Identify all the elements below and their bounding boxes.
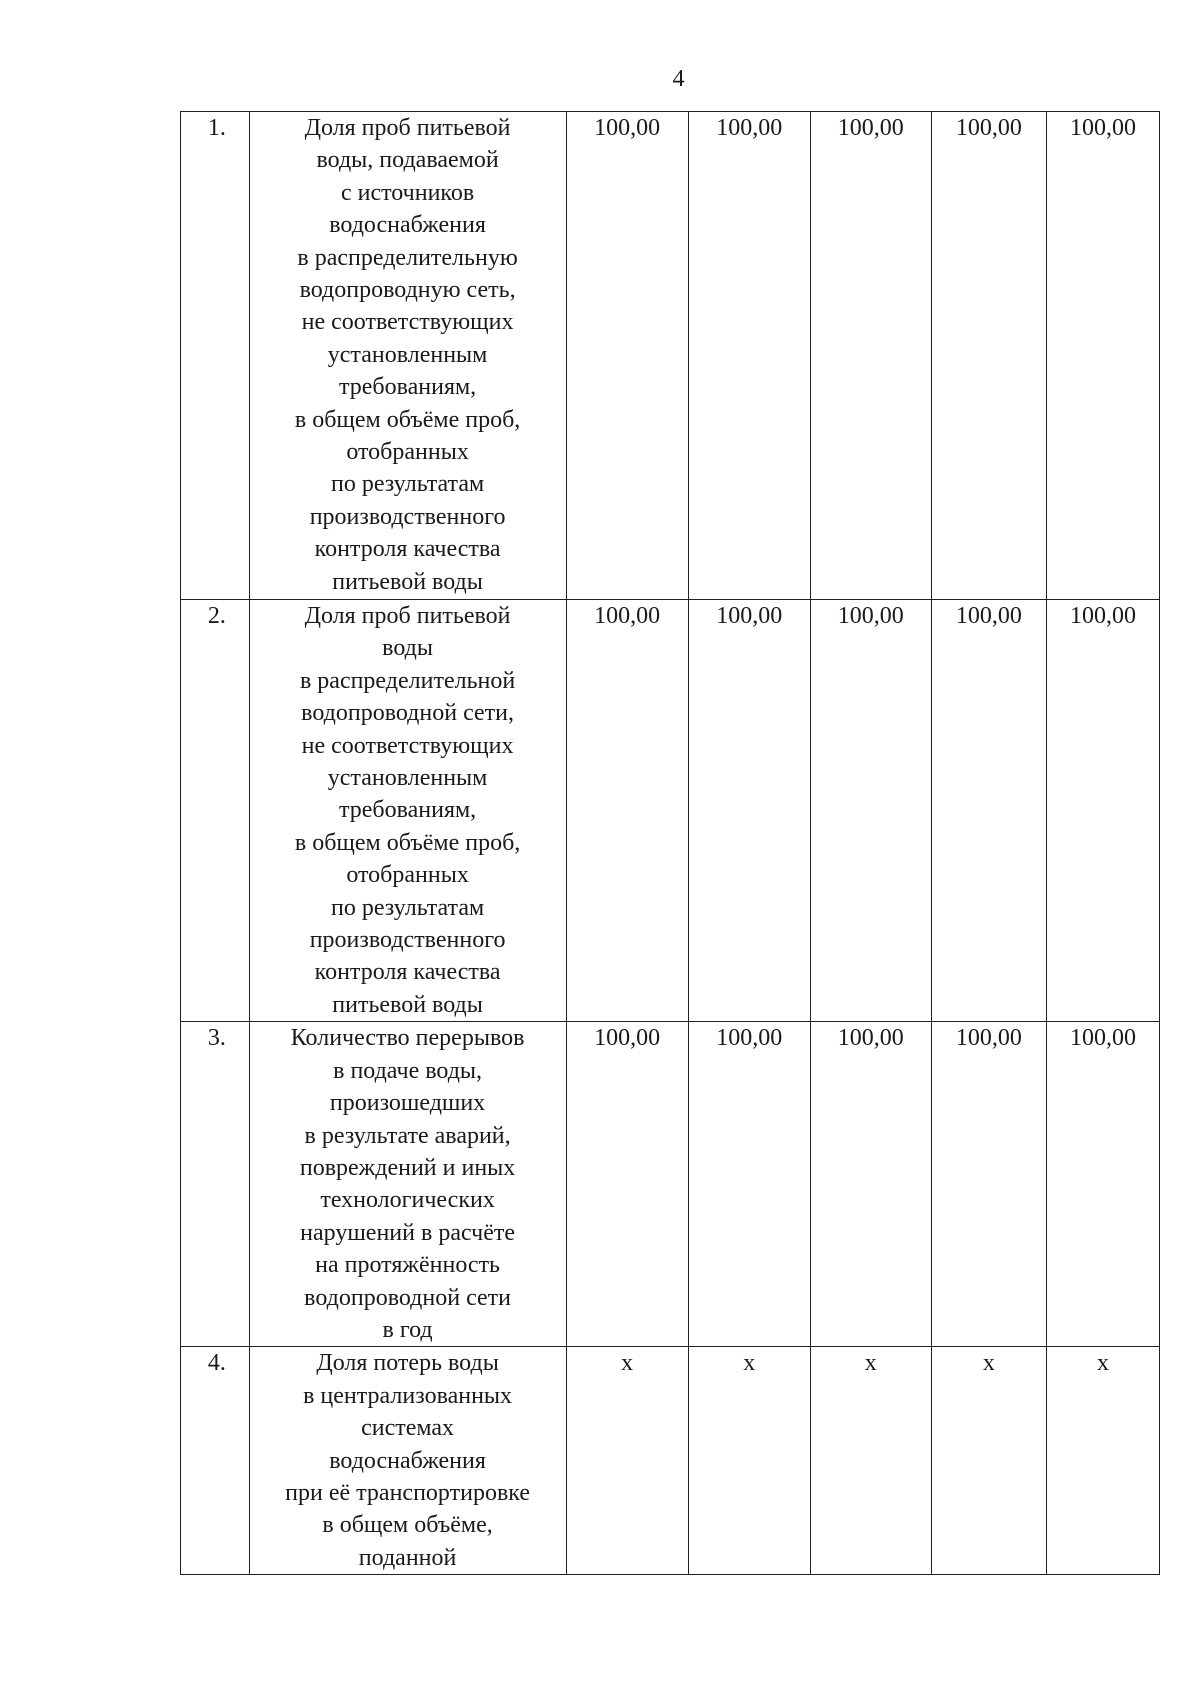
description-line: в общем объёме проб,: [294, 406, 521, 433]
description-line: Доля проб питьевой: [304, 115, 511, 141]
value-cell: 100,00: [810, 600, 931, 1022]
description-line: водоснабжения: [329, 212, 486, 239]
value-cell: 100,00: [566, 1022, 688, 1347]
value-cell: х: [1046, 1347, 1159, 1575]
table-row: [181, 112, 1160, 600]
description-line: требованиям,: [338, 797, 477, 824]
row-number-cell: [181, 1022, 250, 1347]
description-line: водопроводную сеть,: [299, 277, 516, 304]
description-line: по результатам: [331, 471, 485, 498]
description-line: требованиям,: [338, 374, 477, 401]
value-cell: 100,00: [931, 1022, 1046, 1347]
description-line: контроля качества: [314, 959, 501, 986]
description-line: воды: [382, 635, 433, 662]
indicator-description-cell: [249, 1022, 566, 1347]
value-cell: 100,00: [1046, 1022, 1159, 1347]
description-line: производственного: [309, 503, 506, 530]
description-line: установленным: [327, 765, 488, 792]
table-row: [181, 1022, 1160, 1347]
description-line: повреждений и иных: [299, 1154, 516, 1181]
page-number: 4: [672, 66, 685, 92]
indicator-description-cell: [249, 112, 566, 600]
value-cell: 100,00: [566, 600, 688, 1022]
description-line: Доля проб питьевой: [304, 603, 511, 629]
description-line: в результате аварий,: [304, 1122, 511, 1149]
value-cell: 100,00: [931, 112, 1046, 600]
description-line: водоснабжения: [329, 1447, 486, 1474]
description-line: при её транспортировке: [285, 1479, 530, 1506]
description-line: в общем объёме,: [322, 1512, 493, 1539]
description-line: отобранных: [346, 862, 469, 889]
row-number-cell: [181, 600, 250, 1022]
description-line: питьевой воды: [332, 568, 483, 595]
description-line: с источников: [340, 179, 475, 206]
description-line: в год: [382, 1316, 433, 1343]
value-cell: 100,00: [931, 600, 1046, 1022]
description-line: установленным: [327, 341, 488, 368]
row-number: 2.: [207, 603, 226, 629]
description-line: нарушений в расчёте: [300, 1219, 516, 1246]
value-cell: х: [688, 1347, 810, 1575]
value-cell: 100,00: [1046, 600, 1159, 1022]
description-line: не соответствующих: [301, 309, 514, 336]
description-line: в общем объёме проб,: [294, 829, 521, 856]
description-line: системах: [361, 1415, 455, 1442]
row-number-cell: [181, 112, 250, 600]
description-line: в подаче воды,: [333, 1057, 483, 1084]
indicator-description-cell: [249, 600, 566, 1022]
description-line: произошедших: [329, 1090, 486, 1117]
description-line: не соответствующих: [301, 732, 514, 759]
row-number-cell: [181, 1347, 250, 1575]
description-line: отобранных: [346, 439, 469, 466]
value-cell: х: [566, 1347, 688, 1575]
description-line: воды, подаваемой: [316, 147, 499, 174]
description-line: водопроводной сети,: [301, 700, 514, 727]
description-line: питьевой воды: [332, 991, 483, 1018]
description-line: в распределительную: [297, 244, 518, 271]
value-cell: 100,00: [688, 600, 810, 1022]
row-number: 3.: [207, 1025, 226, 1052]
indicator-description-cell: [249, 1347, 566, 1575]
description-line: водопроводной сети: [304, 1284, 511, 1311]
row-number: 4.: [207, 1350, 226, 1377]
description-line: по результатам: [331, 894, 485, 921]
description-line: Количество перерывов: [290, 1025, 525, 1052]
table-row: [181, 600, 1160, 1022]
description-line: на протяжённость: [315, 1252, 500, 1279]
description-line: поданной: [358, 1544, 457, 1571]
value-cell: 100,00: [688, 112, 810, 600]
row-number: 1.: [207, 115, 226, 141]
description-line: Доля потерь воды: [316, 1350, 499, 1377]
value-cell: 100,00: [810, 1022, 931, 1347]
value-cell: х: [810, 1347, 931, 1575]
value-cell: 100,00: [810, 112, 931, 600]
description-line: технологических: [320, 1187, 495, 1214]
description-line: в централизованных: [303, 1382, 513, 1409]
description-line: контроля качества: [314, 536, 501, 563]
description-line: в распределительной: [299, 667, 516, 694]
table-row: [181, 1347, 1160, 1575]
description-line: производственного: [309, 927, 506, 954]
value-cell: 100,00: [1046, 112, 1159, 600]
value-cell: х: [931, 1347, 1046, 1575]
value-cell: 100,00: [566, 112, 688, 600]
indicators-table: [180, 111, 1160, 1575]
value-cell: 100,00: [688, 1022, 810, 1347]
